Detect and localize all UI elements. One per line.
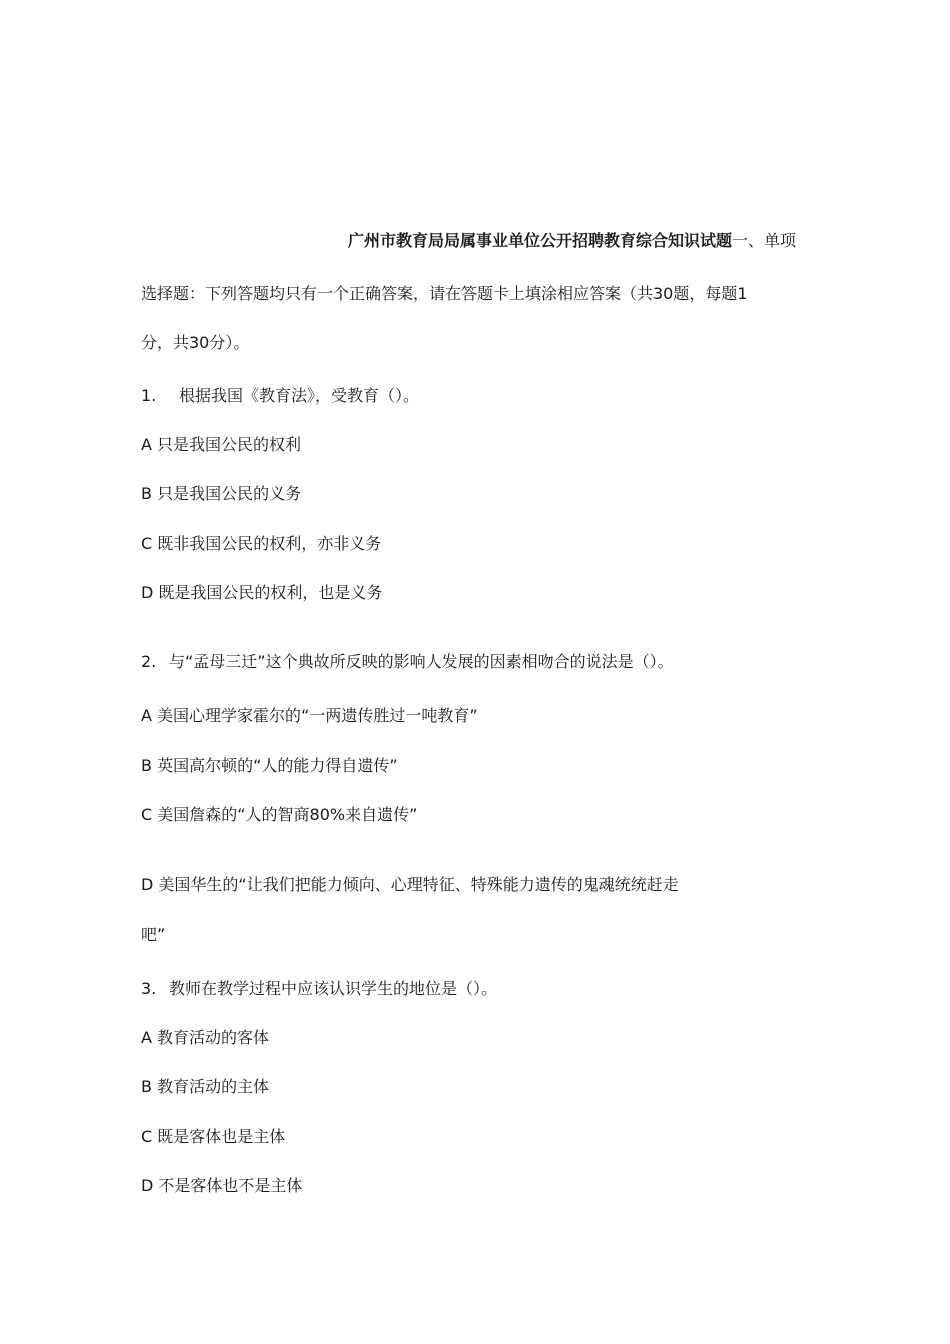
document-title: 广州市教育局局属事业单位公开招聘教育综合知识试题: [347, 231, 732, 250]
question-2-option-d-continuation: 吧”: [141, 925, 166, 944]
question-1-option-d: D 既是我国公民的权利，也是义务: [141, 583, 383, 602]
question-1-option-b: B 只是我国公民的义务: [141, 484, 302, 503]
question-3-option-a: A 教育活动的客体: [141, 1028, 270, 1047]
question-stem: 教师在教学过程中应该认识学生的地位是（）。: [169, 979, 498, 998]
question-1-option-c: C 既非我国公民的权利，亦非义务: [141, 534, 382, 553]
question-number: 3.: [141, 979, 157, 998]
instructions-line-2: 分，共30分）。: [141, 333, 250, 352]
question-3-option-c: C 既是客体也是主体: [141, 1127, 286, 1146]
question-stem: 与“孟母三迁”这个典故所反映的影响人发展的因素相吻合的说法是（）。: [169, 652, 674, 671]
question-number: 1.: [141, 386, 157, 405]
document-title-line: [348, 231, 796, 251]
section-heading-start: 一、单项: [731, 231, 796, 250]
question-2-option-b: B 英国高尔顿的“人的能力得自遗传”: [141, 756, 398, 775]
question-3-stem-line: [141, 979, 497, 999]
question-1-stem-line: [141, 386, 419, 406]
instructions-line-1: 选择题：下列答题均只有一个正确答案，请在答题卡上填涂相应答案（共30题，每题1: [141, 284, 748, 303]
question-1-option-a: A 只是我国公民的权利: [141, 435, 302, 454]
question-2-option-a: A 美国心理学家霍尔的“一两遗传胜过一吨教育”: [141, 706, 478, 725]
question-2-stem-line: [141, 652, 674, 672]
question-3-option-b: B 教育活动的主体: [141, 1077, 270, 1096]
question-2-option-d: D 美国华生的“让我们把能力倾向、心理特征、特殊能力遗传的鬼魂统统赶走: [141, 875, 679, 894]
question-2-option-c: C 美国詹森的“人的智商80%来自遗传”: [141, 805, 418, 824]
question-3-option-d: D 不是客体也不是主体: [141, 1176, 303, 1195]
question-number: 2.: [141, 652, 157, 671]
question-stem: 根据我国《教育法》，受教育（）。: [179, 386, 420, 405]
